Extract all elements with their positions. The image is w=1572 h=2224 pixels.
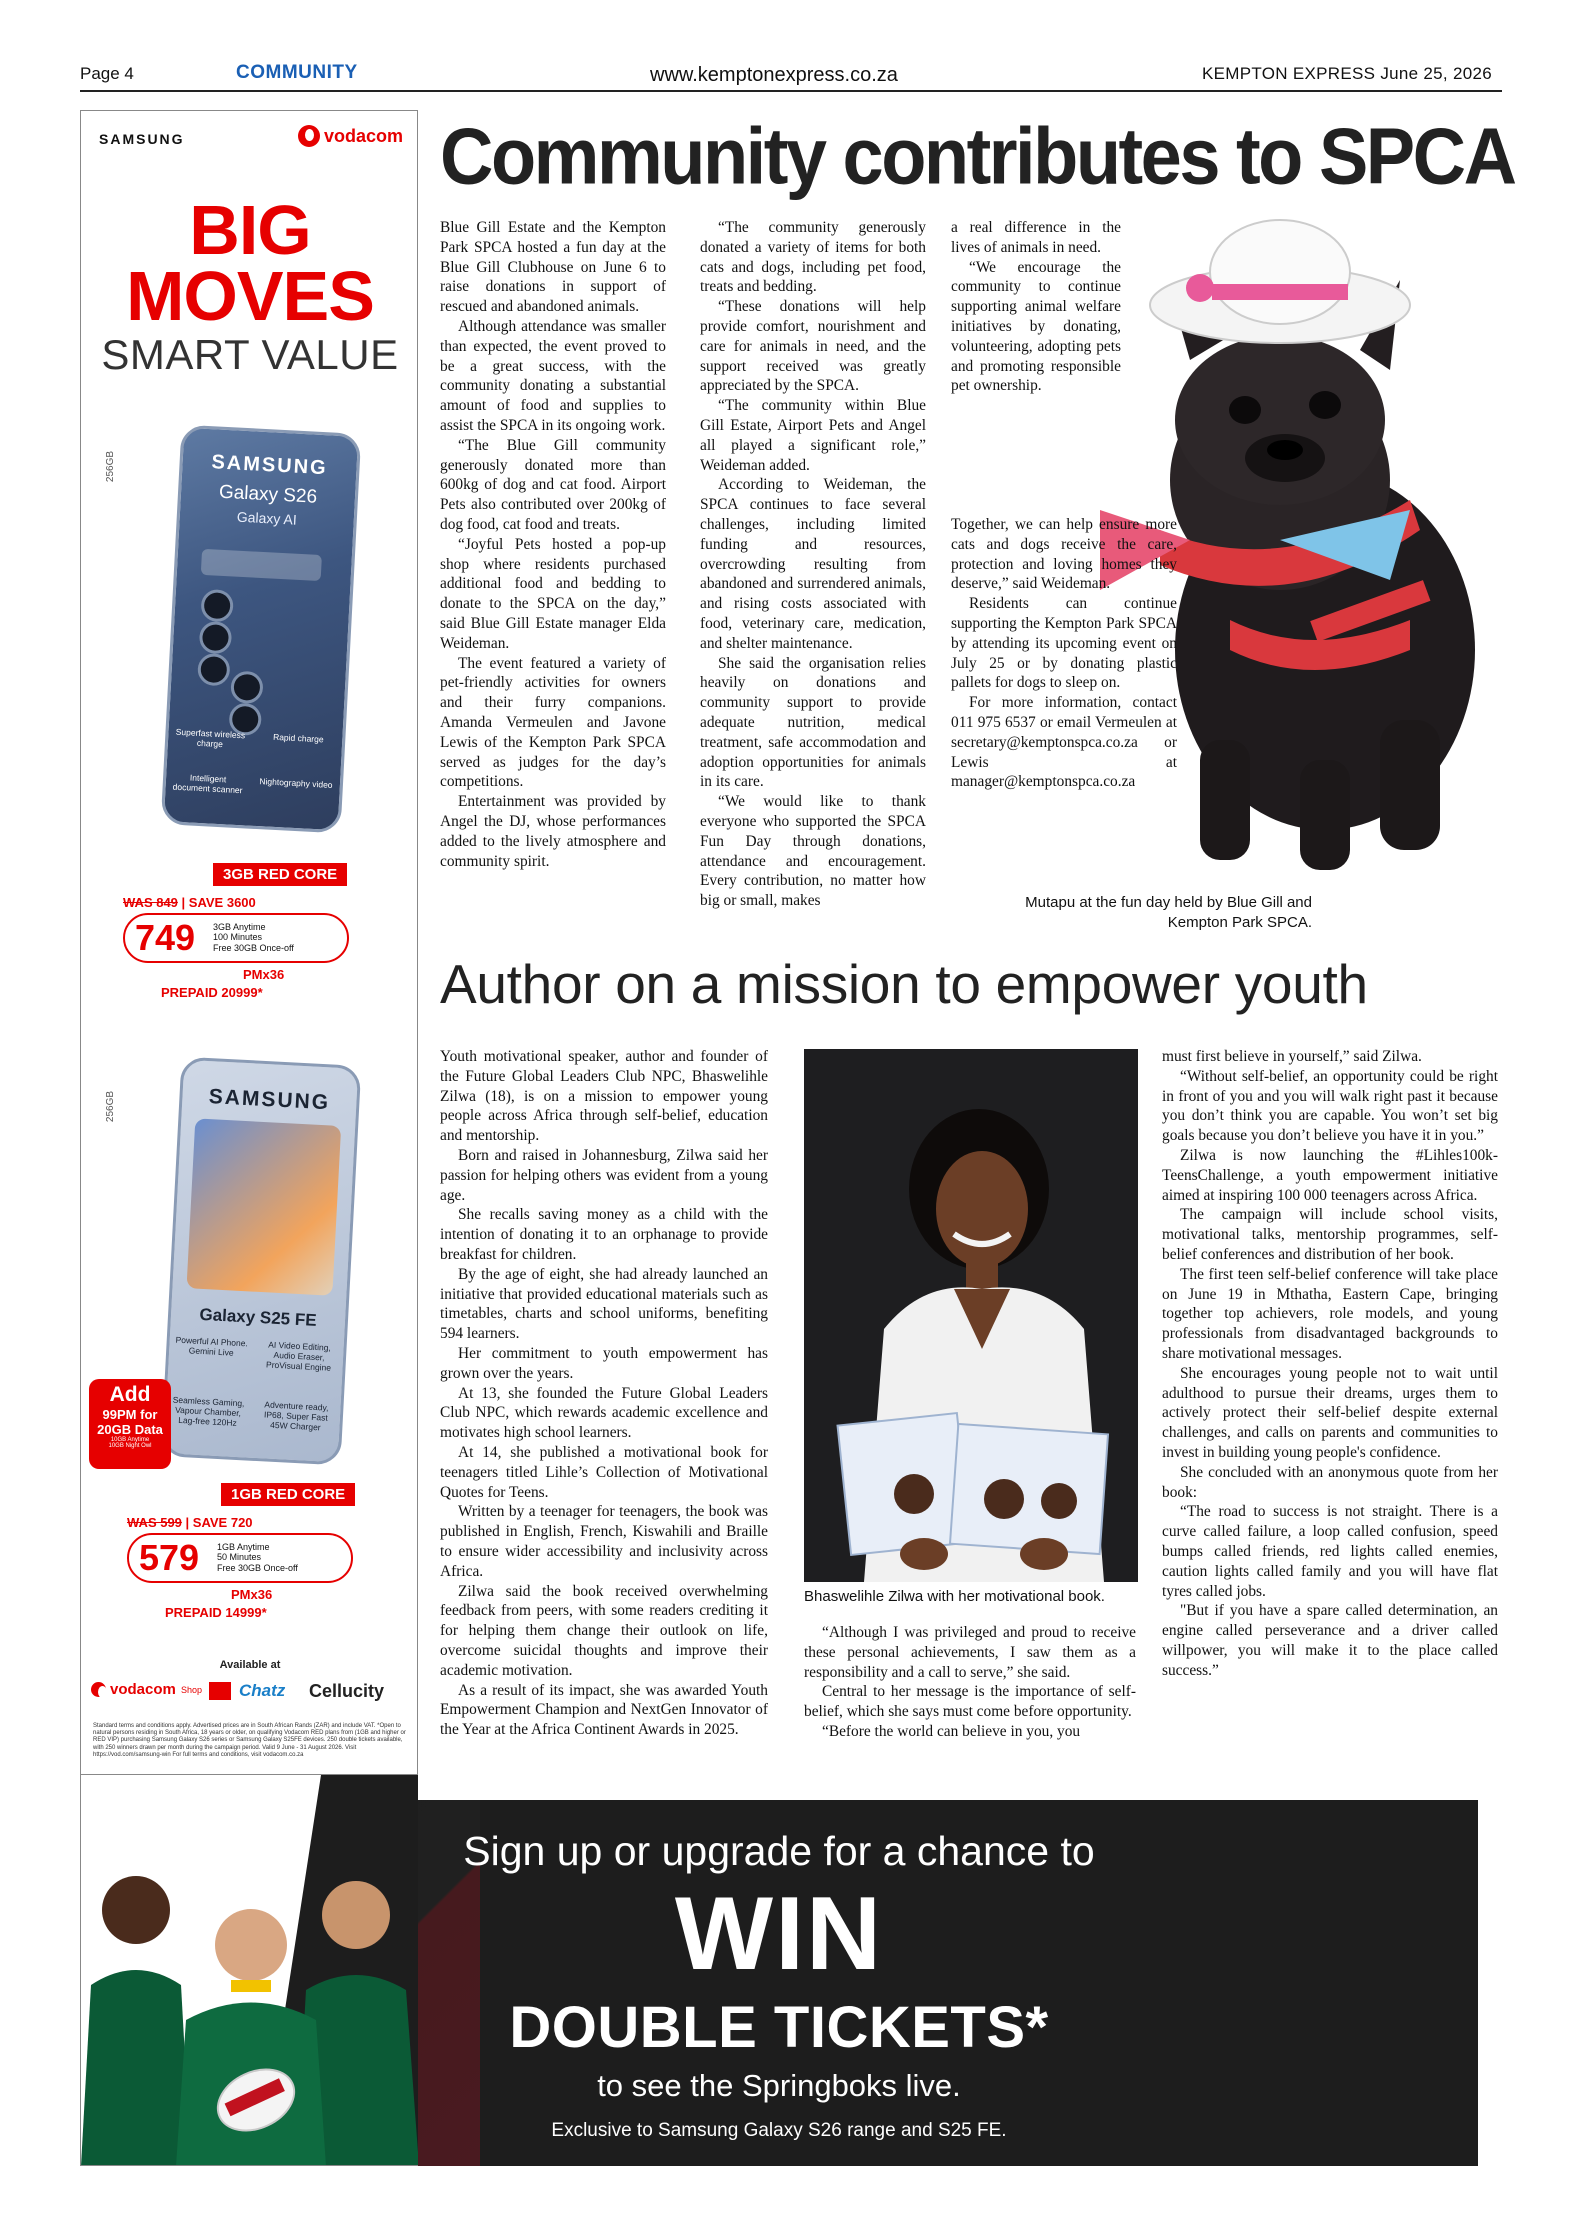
offer1-bonus: Free 30GB Once-off bbox=[213, 942, 294, 953]
offer2-save: | SAVE 720 bbox=[185, 1515, 253, 1530]
article2-paragraph: By the age of eight, she had already launched an initiative that provided educational materials such as timetables, charts and school uniforms, benefiting 594 learners. bbox=[440, 1265, 768, 1343]
ad-subheadline: SMART VALUE bbox=[101, 331, 399, 378]
article1-column-1 bbox=[440, 218, 666, 871]
article1-paragraph: Entertainment was provided by Angel the DJ, whose performances added to the lively atmosphere and community spirit. bbox=[440, 793, 666, 870]
ad-fine-print: Standard terms and conditions apply. Advertised prices are in South African Rands (ZAR) and include VAT. *Open to natural persons residing in South Africa, 18 years or older, on qualifying Vodacom RED plans from (1GB and higher or RED VIP) purchasing Samsung Galaxy S26 series or Samsung Galaxy S25FE devices. 250 double tickets available, with 250 winners drawn per month during the campaign period. Valid 9 June - 31 August 2026. Visit https://vod.com/samsung-win For full terms and conditions, visit vodacom.co.za bbox=[93, 1723, 406, 1758]
article1-column-2 bbox=[700, 218, 926, 911]
offer1-plan-tag: 3GB RED CORE bbox=[213, 863, 347, 886]
dog-photo-caption: Mutapu at the fun day held by Blue Gill and Kempton Park SPCA. bbox=[1025, 894, 1312, 931]
feature-ai-video: AI Video Editing, Audio Eraser, ProVisual Engine bbox=[265, 1339, 332, 1373]
add-anytime: 10GB Anytime bbox=[110, 1437, 150, 1443]
article1-paragraph: Blue Gill Estate and the Kempton Park SPCA hosted a fun day at the Blue Gill Clubhouse on June 6 to raise donations in support of rescued and abandoned animals. bbox=[440, 219, 666, 316]
phone1-brand: SAMSUNG bbox=[210, 451, 329, 480]
article1-paragraph: “The community generously donated a variety of items for both cats and dogs, including pet food, treats and bedding. bbox=[700, 219, 926, 296]
camera-lens-icon bbox=[230, 671, 264, 705]
zilwa-photo bbox=[804, 1049, 1138, 1582]
zilwa-portrait-image bbox=[804, 1049, 1138, 1582]
article2-paragraph: Born and raised in Johannesburg, Zilwa said her passion for helping others was evident from a young age. bbox=[440, 1146, 768, 1204]
article1-headline: Community contributes to SPCA bbox=[440, 111, 1515, 201]
feature-document-scanner: Intelligent document scanner bbox=[172, 772, 243, 796]
banner-line-1: Sign up or upgrade for a chance to bbox=[463, 1828, 1095, 1874]
article2-paragraph: At 14, she published a motivational book for teenagers titled Lihle’s Collection of Motivational Quotes for Teens. bbox=[440, 1443, 768, 1501]
feature-ai-phone: Powerful AI Phone. Gemini Live bbox=[175, 1334, 249, 1358]
offer1-minutes: 100 Minutes bbox=[213, 932, 263, 943]
section-label: COMMUNITY bbox=[236, 62, 358, 83]
ad-headline-big: BIG bbox=[189, 191, 311, 269]
offer1-price: 749 bbox=[135, 917, 196, 958]
offer2-price: 579 bbox=[139, 1537, 200, 1578]
phone2-brand: SAMSUNG bbox=[208, 1085, 331, 1115]
phone1-ai-card bbox=[201, 549, 322, 581]
article1-paragraph: Residents can continue supporting the Kempton Park SPCA by attending its upcoming event on July 25 or by donating plastic pallets for dogs to sleep on. bbox=[951, 595, 1177, 692]
offer2-prepaid: PREPAID 14999* bbox=[165, 1605, 267, 1620]
article1-paragraph: She said the organisation relies heavily on donations and community support to provide adequate nutrition, medical treatment, safe accommodation and adoption opportunities for animals in its care. bbox=[700, 654, 926, 791]
springbok-players-image bbox=[80, 1775, 418, 2166]
offer1-was: WAS 849 bbox=[123, 895, 178, 910]
offer2-term: PMx36 bbox=[231, 1587, 273, 1602]
article1-column-3-top bbox=[951, 218, 1121, 396]
retailer-cellucity: Cellucity bbox=[309, 1681, 385, 1701]
article1-paragraph: For more information, contact 011 975 6537 or email Vermeulen at secretary@kemptonspca.co.za or Lewis at manager@kemptonspca.co.za bbox=[951, 694, 1177, 791]
article2-paragraph: must first believe in yourself,” said Zilwa. bbox=[1162, 1048, 1422, 1065]
article1-paragraph: “Joyful Pets hosted a pop-up shop where residents purchased additional food and bedding to donate to the SPCA on the day,” said Blue Gill Estate manager Elda Weideman. bbox=[440, 535, 666, 652]
article1-paragraph: “We encourage the community to continue supporting animal welfare initiatives by donating, volunteering, adopting pets and promoting responsible pet ownership. bbox=[951, 258, 1121, 395]
banner-exclusive: Exclusive to Samsung Galaxy S26 range and S25 FE. bbox=[551, 2120, 1007, 2141]
article1-paragraph: The event featured a variety of pet-friendly activities for owners and their furry companions. Amanda Vermeulen and Javone Lewis of the Kempton Park SPCA served as judges for the day’s competitions. bbox=[440, 654, 666, 791]
offer2-data: 1GB Anytime bbox=[217, 1542, 270, 1552]
ad-headline-moves: MOVES bbox=[126, 257, 374, 335]
article1-paragraph: “These donations will help provide comfort, nourishment and care for animals in need, and the support received was greatly appreciated by the SPCA. bbox=[700, 298, 926, 395]
feature-wireless-charge: Superfast wireless charge bbox=[175, 726, 246, 749]
article1-column-3-bottom bbox=[951, 515, 1177, 792]
retailer-4u-logo bbox=[209, 1682, 231, 1700]
article1-paragraph: “We would like to thank everyone who supported the SPCA Fun Day through donations, attendance and encouragement. Every contribution, no matter how big or small, makes bbox=[700, 793, 926, 910]
phone2-screen bbox=[186, 1118, 341, 1295]
banner-win: WIN bbox=[674, 1876, 884, 1992]
add-label: Add bbox=[109, 1383, 151, 1406]
add-data: 20GB Data bbox=[97, 1422, 163, 1437]
offer2-bonus: Free 30GB Once-off bbox=[217, 1562, 298, 1573]
offer1-was-price bbox=[123, 895, 256, 910]
vodacom-wordmark: vodacom bbox=[323, 125, 403, 146]
feature-rapid-charge: Rapid charge bbox=[272, 731, 324, 745]
offer1-details bbox=[213, 922, 294, 953]
article2-paragraph: She concluded with an anonymous quote from her book: bbox=[1162, 1463, 1498, 1501]
phone2-model: Galaxy S25 FE bbox=[199, 1304, 318, 1330]
article1-paragraph: According to Weideman, the SPCA continues to face several challenges, including limited funding and resources, overcrowding resulting from abandoned and surrendered animals, and rising costs associated with food, veterinary care, medication, and shelter maintenance. bbox=[700, 476, 926, 652]
offer2-details bbox=[217, 1542, 298, 1573]
site-url[interactable]: www.kemptonexpress.co.za bbox=[650, 64, 898, 86]
offer1-term: PMx36 bbox=[243, 967, 285, 982]
article2-paragraph: The campaign will include school visits, motivational talks, mentorship programmes, self-belief conferences and distribution of her book. bbox=[1162, 1206, 1498, 1263]
phone1-ai-label: Galaxy AI bbox=[236, 508, 298, 528]
camera-lens-icon bbox=[197, 653, 231, 687]
article2-paragraph: She encourages young people not to wait until adulthood to pursue their dreams, urges them to actively protect their self-belief despite external challenges, and calls on parents and communities to invest in building young people's confidence. bbox=[1162, 1364, 1498, 1461]
page-number: Page 4 bbox=[80, 64, 134, 83]
masthead-date: KEMPTON EXPRESS June 25, 2026 bbox=[1202, 64, 1492, 83]
banner-double-tickets: DOUBLE TICKETS* bbox=[509, 1995, 1049, 2060]
article2-paragraph: Central to her message is the importance of self-belief, which she says must come before opportunity. bbox=[804, 1683, 1136, 1721]
feature-gaming: Seamless Gaming, Vapour Chamber, Lag-free 120Hz bbox=[172, 1394, 245, 1428]
available-at-label: Available at bbox=[219, 1659, 281, 1671]
offer1-price-box bbox=[123, 913, 349, 963]
article1-paragraph: “The Blue Gill community generously donated more than 600kg of dog and cat food. Airport Pets also contributed over 200kg of dog food, cat food and treats. bbox=[440, 436, 666, 533]
article2-paragraph: “The road to success is not straight. There is a curve called failure, a loop called confusion, speed bumps called friends, red lights called enemies, caution lights called family and you will have flat tyres called jobs. bbox=[1162, 1503, 1498, 1600]
offer1-prepaid: PREPAID 20999* bbox=[161, 985, 263, 1000]
article2-headline: Author on a mission to empower youth bbox=[440, 953, 1368, 1015]
article2-paragraph: Written by a teenager for teenagers, the book was published in English, French, Kiswahili and Braille to ensure wider accessibility and inclusivity across Africa. bbox=[440, 1503, 768, 1580]
storage-label-1: 256GB bbox=[105, 450, 117, 483]
article1-paragraph: Although attendance was smaller than expected, the event proved to be a great success, with the community donating a substantial amount of food and supplies to assist the SPCA in its ongoing work. bbox=[440, 317, 666, 434]
offer2-price-box bbox=[127, 1533, 353, 1583]
samsung-logo: SAMSUNG bbox=[99, 131, 185, 147]
feature-adventure: Adventure ready, IP68, Super Fast 45W Charger bbox=[263, 1399, 329, 1432]
players-illustration bbox=[81, 1775, 418, 2166]
samsung-vodacom-ad[interactable] bbox=[80, 110, 418, 1775]
article2-paragraph: She recalls saving money as a child with the intention of donating it to an orphanage to provide breakfast for children. bbox=[440, 1206, 768, 1263]
offer1-save: | SAVE 3600 bbox=[181, 895, 256, 910]
article2-paragraph: Her commitment to youth empowerment has grown over the years. bbox=[440, 1344, 768, 1382]
storage-label-2: 256GB bbox=[105, 1090, 117, 1123]
banner-see-springboks: to see the Springboks live. bbox=[597, 2068, 961, 2103]
retailer-chatz: Chatz bbox=[239, 1681, 286, 1700]
article2-column-2 bbox=[804, 1623, 1136, 1742]
add-nightowl: 10GB Night Owl bbox=[108, 1443, 152, 1449]
header-rule bbox=[80, 90, 1502, 92]
article2-paragraph: "But if you have a spare called determination, an engine called perseverance and a driver called willpower, you will make it to the place called success.” bbox=[1162, 1602, 1498, 1679]
offer1-data: 3GB Anytime bbox=[213, 922, 266, 932]
article2-paragraph: As a result of its impact, she was awarded Youth Empowerment Champion and NextGen Innovator of the Year at the Africa Continent Awards in 2025. bbox=[440, 1681, 768, 1739]
article1-paragraph: a real difference in the lives of animals in need. bbox=[951, 219, 1121, 256]
phone1-model: Galaxy S26 bbox=[218, 481, 318, 508]
offer2-was: WAS 599 bbox=[127, 1515, 182, 1530]
retailer-vodacom-label: vodacom bbox=[110, 1681, 176, 1698]
article2-paragraph: “Without self-belief, an opportunity could be right in front of you and you will walk right past it because you don’t think you are capable. You won’t set big goals because you don’t believe you have it in you.” bbox=[1162, 1067, 1498, 1145]
article2-column-3 bbox=[1162, 1047, 1498, 1681]
vodacom-logo bbox=[298, 125, 403, 147]
galaxy-s25fe-phone-image bbox=[161, 1057, 362, 1466]
article2-paragraph: “Although I was privileged and proud to receive these personal achievements, I saw them as a responsibility and a call to serve,” she said. bbox=[804, 1624, 1136, 1681]
retailer-shop: Shop bbox=[181, 1685, 203, 1695]
galaxy-s26-phone-image bbox=[161, 425, 362, 834]
camera-lens-icon bbox=[199, 621, 233, 655]
article2-paragraph: Youth motivational speaker, author and founder of the Future Global Leaders Club NPC, Bhaswelihle Zilwa (18), is on a mission to empower young people across Africa through self-belief, education and mentorship. bbox=[440, 1048, 768, 1145]
add-price: 99PM for bbox=[102, 1407, 158, 1422]
article1-paragraph: Together, we can help ensure more cats and dogs receive the care, protection and loving homes they deserve,” said Weideman. bbox=[951, 516, 1177, 593]
article2-paragraph: Zilwa said the book received overwhelming feedback from peers, with some readers crediting it for helping them change their outlook on life, overcome suicidal thoughts and improve their academic motivation. bbox=[440, 1582, 768, 1679]
vodacom-speechmark-icon bbox=[91, 1682, 106, 1697]
offer2-plan-tag: 1GB RED CORE bbox=[221, 1483, 355, 1506]
offer2-was-price bbox=[127, 1515, 253, 1530]
article2-paragraph: Zilwa is now launching the #Lihles100k-TeensChallenge, a youth empowerment initiative aimed at inspiring 100 000 teenagers across Africa. bbox=[1162, 1146, 1498, 1204]
retailer-vodacom bbox=[91, 1681, 176, 1698]
camera-lens-icon bbox=[200, 589, 234, 623]
feature-nightography: Nightography video bbox=[259, 776, 333, 790]
article2-column-1 bbox=[440, 1047, 768, 1740]
zilwa-photo-caption: Bhaswelihle Zilwa with her motivational book. bbox=[804, 1588, 1105, 1605]
article2-paragraph: The first teen self-belief conference will take place on June 19 in Mthatha, Eastern Cape, bringing together top achievers, role models, and young professionals from disadvantaged backgrounds to share motivational messages. bbox=[1162, 1265, 1498, 1362]
article2-paragraph: “Before the world can believe in you, you bbox=[822, 1722, 1081, 1740]
add-data-badge bbox=[89, 1379, 171, 1469]
article1-paragraph: “The community within Blue Gill Estate, Airport Pets and Angel all played a significant role,” Weideman added. bbox=[700, 397, 926, 474]
article2-paragraph: At 13, she founded the Future Global Leaders Club NPC, which rewards academic excellence and motivates high school learners. bbox=[440, 1384, 768, 1442]
vodacom-speechmark-icon bbox=[298, 125, 320, 147]
offer2-minutes: 50 Minutes bbox=[217, 1552, 262, 1563]
